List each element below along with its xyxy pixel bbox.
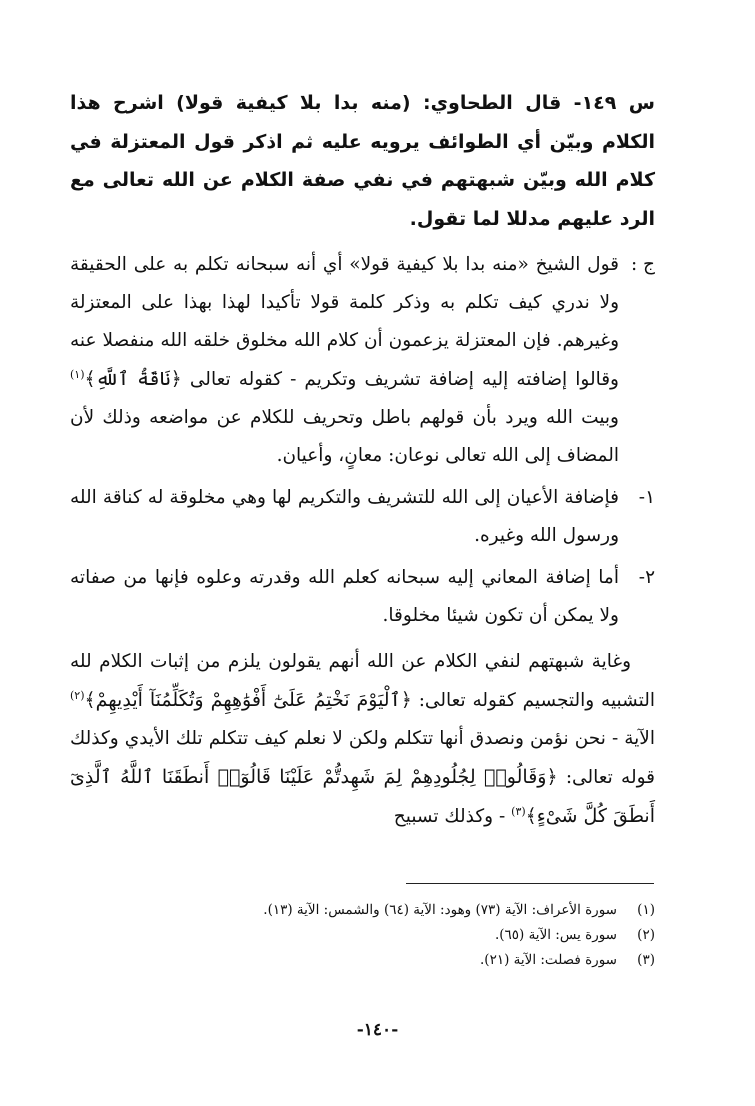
quran-verse-1: ﴿نَاقَةُ ٱللَّهِ﴾: [84, 368, 182, 390]
paragraph-text-3: - وكذلك تسبيح: [393, 806, 512, 827]
footnote-number: (١): [637, 902, 655, 918]
answer-paragraph: [70, 246, 655, 475]
list-item-text: فإضافة الأعيان إلى الله للتشريف والتكريم لها وهي مخلوقة له كناقة الله ورسول الله وغيره.: [70, 487, 619, 546]
list-item-marker: ٢-: [638, 567, 655, 588]
paragraph-text-2: الآية - نحن نؤمن ونصدق أنها تتكلم ولكن لا نعلم كيف تتكلم تلك الأيدي وكذلك قوله تعالى:: [70, 728, 656, 788]
footnote-item: [70, 898, 655, 923]
question-heading: س ١٤٩- قال الطحاوي: (منه بدا بلا كيفية قولا) اشرح هذا الكلام وبيّن أي الطوائف يرويه عليه ثم اذكر قول المعتزلة في كلام الله وبيّن شبهتهم في نفي صفة الكلام عن الله تعالى مع الرد عليهم مدللا لما تقول.: [70, 92, 655, 230]
body-paragraph: [70, 643, 655, 836]
footnote-ref-3: (٣): [511, 804, 526, 818]
footnote-item: [70, 923, 655, 948]
page-number: -١٤٠-: [356, 1020, 399, 1040]
paragraph-text-1: وغاية شبهتهم لنفي الكلام عن الله أنهم يقولون يلزم من إثبات الكلام لله التشبيه والتجسيم كقوله تعالى:: [70, 651, 655, 711]
answer-text-1: قول الشيخ «منه بدا بلا كيفية قولا» أي أنه سبحانه تكلم به على الحقيقة ولا ندري كيف تكلم به وذكر كلمة قولا تأكيدا لهذا بهذا على المعتزلة وغيرهم. فإن المعتزلة يزعمون أن كلام الله مخلوق خلقه الله منفصلا عنه وقالوا إضافته إليه إضافة تشريف وتكريم - كقوله تعالى: [70, 254, 619, 390]
footnote-number: (٢): [637, 927, 655, 943]
footnote-item: [70, 948, 655, 973]
footnote-text: سورة الأعراف: الآية (٧٣) وهود: الآية (٦٤) والشمس: الآية (١٣).: [263, 902, 617, 918]
answer-marker: ج :: [630, 254, 655, 275]
page-body: [70, 84, 655, 836]
list-item-text: أما إضافة المعاني إليه سبحانه كعلم الله وقدرته وعلوه فإنها من صفاته ولا يمكن أن تكون شيئا مخلوقا.: [70, 567, 619, 626]
footnote-ref-2: (٢): [70, 688, 85, 702]
footnote-text: سورة يس: الآية (٦٥).: [494, 927, 617, 943]
quran-verse-2: ﴿ٱلْيَوْمَ نَخْتِمُ عَلَىٰٓ أَفْوَٰهِهِمْ وَتُكَلِّمُنَآ أَيْدِيهِمْ﴾: [84, 689, 412, 711]
list-item: [70, 479, 655, 555]
list-item: [70, 559, 655, 635]
list-item-marker: ١-: [638, 487, 655, 508]
quran-verse-3: ﴿وَقَالُوا۟ لِجُلُودِهِمْ لِمَ شَهِدتُّمْ عَلَيْنَا قَالُوٓا۟ أَنطَقَنَا ٱللَّهُ ٱلَّذِىٓ أَنطَقَ كُلَّ شَىْءٍ﴾: [70, 766, 655, 827]
footnote-number: (٣): [637, 952, 655, 968]
footnotes: [70, 898, 655, 973]
footnote-text: سورة فصلت: الآية (٢١).: [480, 952, 617, 968]
footnote-ref-1: (١): [70, 367, 85, 381]
answer-text-2: وبيت الله ويرد بأن قولهم باطل وتحريف للكلام عن مواضعه وذلك لأن المضاف إلى الله تعالى نوعان: معانٍ، وأعيان.: [70, 407, 619, 466]
footnote-divider: [406, 883, 654, 884]
